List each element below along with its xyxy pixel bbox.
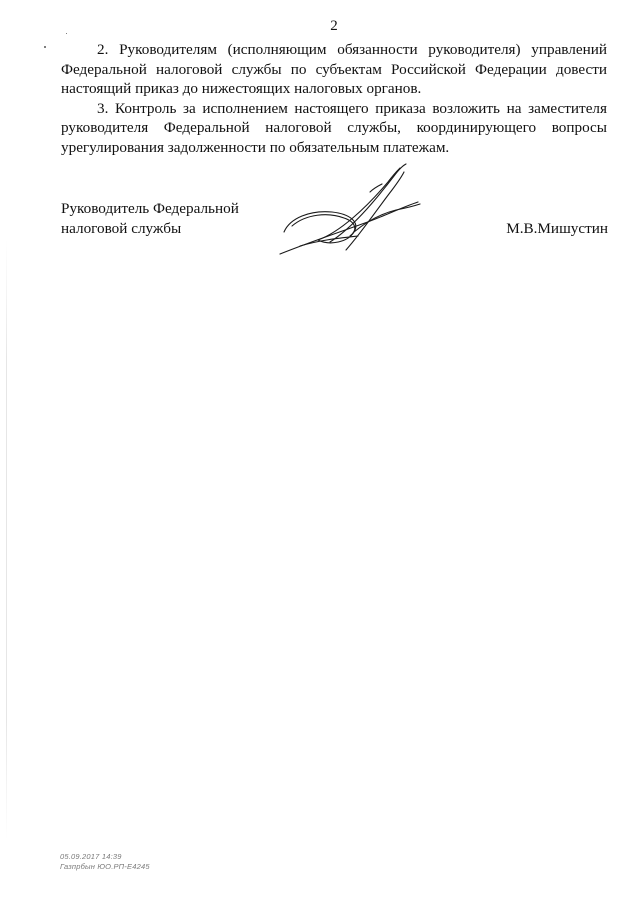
paragraph-2: 2. Руководителям (исполняющим обязанности руководителя) управлений Федеральной налоговой службы по субъектам Российской Федерации довести настоящий приказ до нижестоящих налоговых органов. xyxy=(61,41,607,98)
document-body xyxy=(61,40,607,158)
stamp-datetime: 05.09.2017 14:39 xyxy=(60,852,122,861)
page-number: 2 xyxy=(330,18,338,34)
stamp-reference: Газпрбын ЮО.РП-Е4245 xyxy=(60,862,150,871)
document-stamp xyxy=(60,852,150,872)
position-line-1: Руководитель Федеральной xyxy=(61,200,239,217)
signatory-position xyxy=(61,199,281,238)
signatory-name: М.В.Мишустин xyxy=(506,220,608,237)
handwritten-signature xyxy=(270,162,430,262)
paragraph-3: 3. Контроль за исполнением настоящего приказа возложить на заместителя руководителя Федеральной налоговой службы, координирующего вопросы урегулирования задолженности по обязательным платежам. xyxy=(61,99,607,156)
position-line-2: налоговой службы xyxy=(61,219,182,237)
scan-speck xyxy=(44,46,46,48)
scan-edge-line xyxy=(6,240,7,840)
